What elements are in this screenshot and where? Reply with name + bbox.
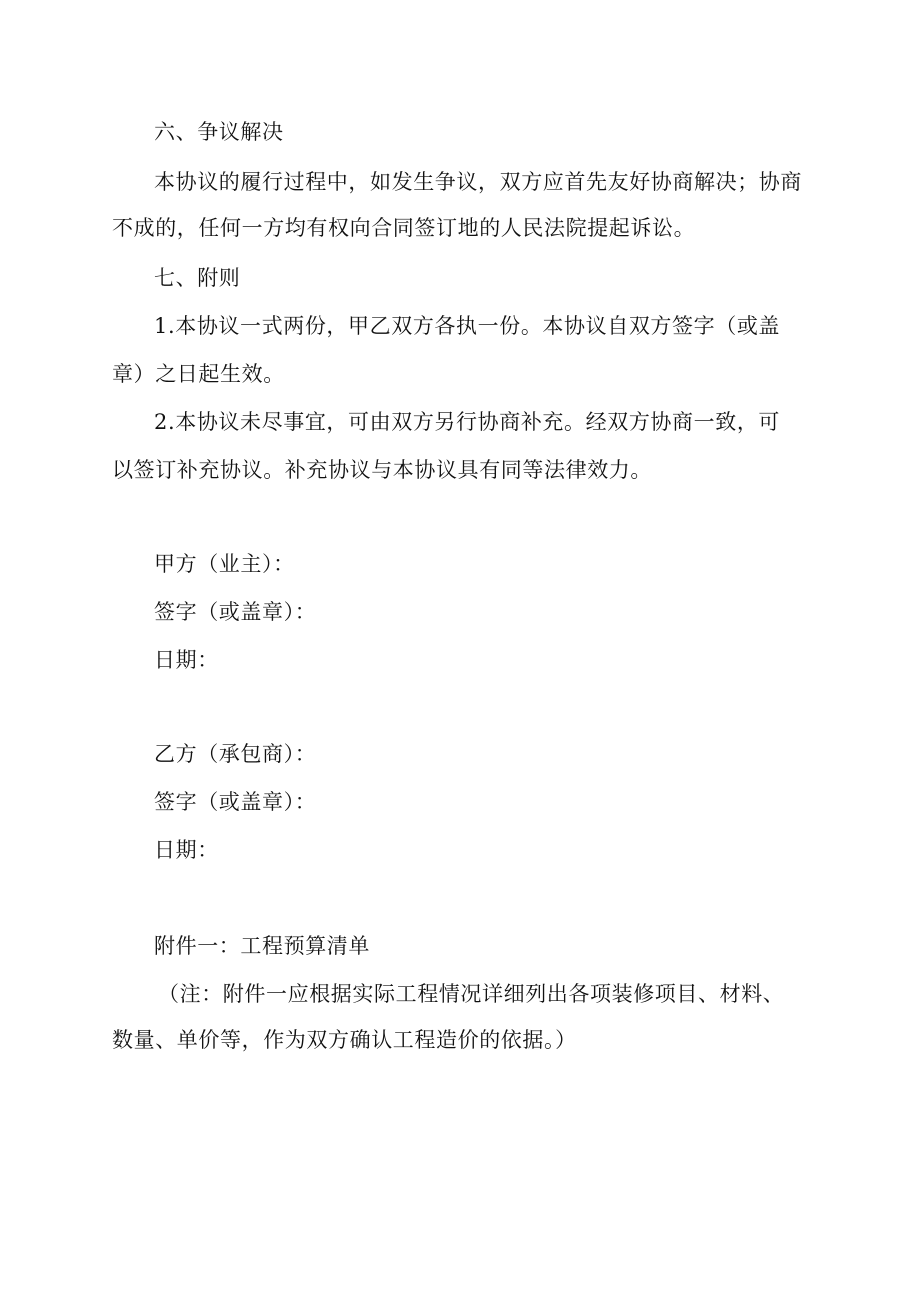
- section-7-item-2-line-2: 以签订补充协议。补充协议与本协议具有同等法律效力。: [112, 458, 652, 482]
- party-b-date-label: 日期：: [154, 838, 219, 862]
- party-a-label: 甲方（业主）：: [154, 552, 295, 576]
- attachment-note-line-2: 数量、单价等，作为双方确认工程造价的依据。）: [112, 1028, 577, 1052]
- party-b-signature-label: 签字（或盖章）：: [154, 790, 317, 814]
- party-a-signature-label: 签字（或盖章）：: [154, 600, 317, 624]
- section-6-heading: 六、争议解决: [154, 120, 284, 144]
- attachment-title: 附件一：工程预算清单: [154, 934, 370, 958]
- attachment-note-line-1: （注：附件一应根据实际工程情况详细列出各项装修项目、材料、: [158, 982, 785, 1006]
- section-6-paragraph-line-1: 本协议的履行过程中，如发生争议，双方应首先友好协商解决；协商: [154, 170, 802, 194]
- section-7-item-1-line-1: 1.本协议一式两份，甲乙双方各执一份。本协议自双方签字（或盖: [154, 314, 781, 338]
- section-7-heading: 七、附则: [154, 266, 241, 290]
- party-b-label: 乙方（承包商）：: [154, 742, 317, 766]
- party-a-date-label: 日期：: [154, 648, 219, 672]
- section-7-item-2-line-1: 2.本协议未尽事宜，可由双方另行协商补充。经双方协商一致，可: [154, 410, 781, 434]
- section-7-item-1-line-2: 章）之日起生效。: [112, 362, 285, 386]
- section-6-paragraph-line-2: 不成的，任何一方均有权向合同签订地的人民法院提起诉讼。: [112, 216, 696, 240]
